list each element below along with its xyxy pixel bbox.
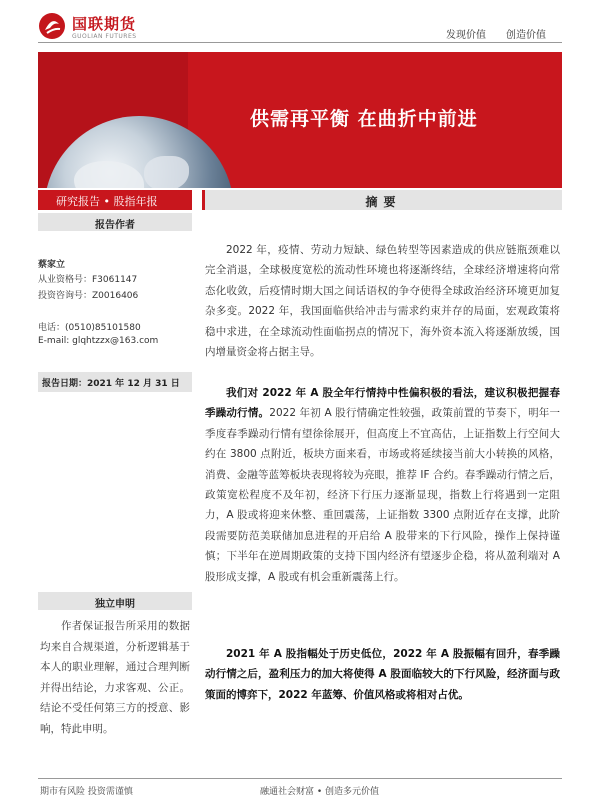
header-divider bbox=[38, 42, 562, 43]
footer-divider bbox=[38, 778, 562, 779]
logo-icon bbox=[38, 12, 66, 40]
paragraph-2-body: 2022 年初 A 股行情确定性较强，政策前置的节奏下，明年一季度春季躁动行情有望徐徐展开，但高度上不宜高估，上证指数上行空间大约在 3800 点附近，板块方面来看，市场或将延续接当前大小转换的风格，消费、金融等蓝筹板块表现将较为亮眼，推荐 IF 合约。春季躁动行情之后，政策宽松程度不及年初，经济下行压力逐渐显现，指数上行将遇到一定阻力，A 股或将迎来休整、重回震荡，上证指数 3300 点附近存在支撑，此阶段需要防范美联储加息进程的开启给 A 股带来的下行风险，操作上保持谨慎；下半年在逆周期政策的支持下国内经济有望逐步企稳，将从盈利端对 A 股形成支撑，A 股或有机会重新震荡上行。 bbox=[205, 407, 561, 583]
title-banner bbox=[38, 52, 562, 188]
risk-warning: 期市有风险 投资需谨慎 bbox=[40, 787, 133, 797]
paragraph-2-emphasis: 我们对 2022 年 A 股全年行情持中性偏积极的看法，建议积极把握春季躁动行情。 bbox=[205, 387, 560, 420]
logo-name-en: GUOLIAN FUTURES bbox=[72, 33, 137, 40]
abstract-paragraph-1: 2022 年，疫情、劳动力短缺、绿色转型等因素造成的供应链瓶颈难以完全消退，全球极度宽松的流动性环境也将逐渐终结，全球经济增速将向常态化收敛，后疫情时期大国之间话语权的争夺使得全球政治经济环境更加复杂多变。2022 年，我国面临供给冲击与需求约束并存的局面，宏观政策将稳中求进，在全球流动性面临拐点的情况下，海外资本流入将逐渐放缓，国内增量资金将占据主导。 bbox=[205, 244, 560, 359]
company-logo bbox=[38, 10, 188, 46]
report-date: 报告日期：2021 年 12 月 31 日 bbox=[38, 372, 192, 392]
report-type-label: 研究报告 • 股指年报 bbox=[38, 190, 192, 210]
qualification-number: 从业资格号：F3061147 bbox=[38, 275, 138, 285]
phone-number: 电话：(0510)85101580 bbox=[38, 323, 141, 333]
slogan-discover-value: 发现价值 bbox=[446, 30, 486, 41]
slogan-create-value: 创造价值 bbox=[506, 30, 546, 41]
abstract-paragraph-3 bbox=[205, 644, 560, 705]
statement-section-heading: 独立申明 bbox=[38, 592, 192, 610]
email-address: E-mail: glqhtzzx@163.com bbox=[38, 336, 159, 346]
abstract-heading-bar bbox=[202, 190, 562, 210]
abstract-paragraph-2 bbox=[205, 383, 560, 587]
abstract-title: 摘要 bbox=[365, 195, 402, 209]
author-section-heading: 报告作者 bbox=[38, 213, 192, 231]
logo-name-cn: 国联期货 bbox=[72, 15, 137, 33]
author-name: 蔡家立 bbox=[38, 260, 66, 270]
footer-slogan: 融通社会财富 • 创造多元价值 bbox=[260, 787, 380, 797]
paragraph-3-emphasis: 2021 年 A 股指幅处于历史低位，2022 年 A 股振幅有回升，春季躁动行情之后，盈利压力的加大将使得 A 股面临较大的下行风险，经济面与政策面的博弈下，2022 年蓝筹、价值风格或将相对占优。 bbox=[205, 648, 560, 701]
report-title: 供需再平衡 在曲折中前进 bbox=[250, 108, 478, 130]
independence-statement: 作者保证报告所采用的数据均来自合规渠道，分析逻辑基于本人的职业理解，通过合理判断并得出结论，力求客观、公正。结论不受任何第三方的授意、影响，特此申明。 bbox=[40, 620, 190, 735]
consult-number: 投资咨询号：Z0016406 bbox=[38, 291, 139, 301]
